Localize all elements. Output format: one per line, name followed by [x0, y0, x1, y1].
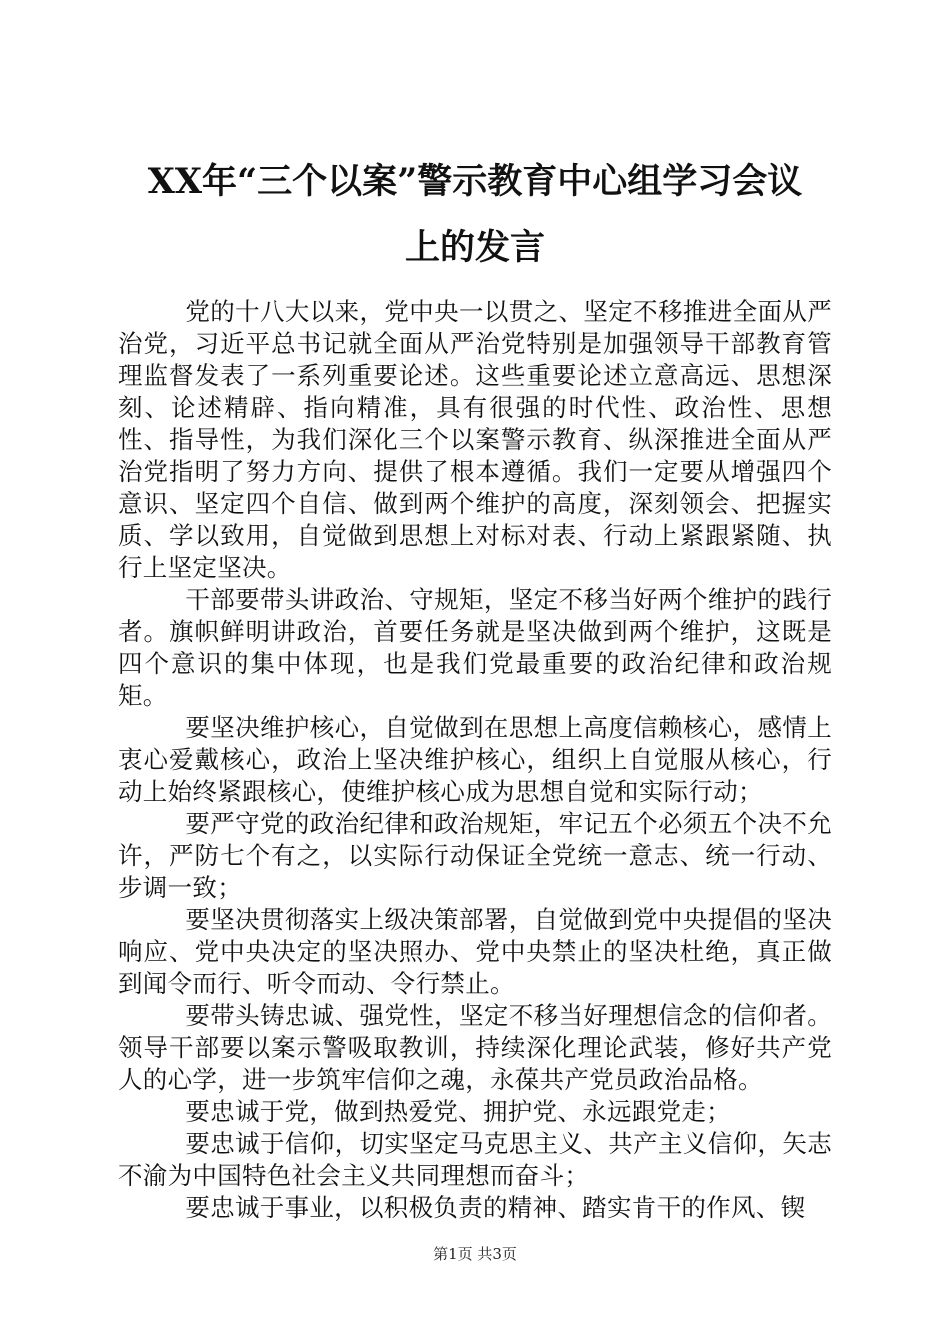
paragraph: 要忠诚于信仰，切实坚定马克思主义、共产主义信仰，矢志不渝为中国特色社会主义共同理想而奋斗；	[118, 1129, 832, 1190]
paragraph: 要坚决维护核心，自觉做到在思想上高度信赖核心，感情上衷心爱戴核心，政治上坚决维护核心，组织上自觉服从核心，行动上始终紧跟核心，使维护核心成为思想自觉和实际行动；	[118, 713, 832, 806]
paragraph: 要严守党的政治纪律和政治规矩，牢记五个必须五个决不允许，严防七个有之，以实际行动保证全党统一意志、统一行动、步调一致；	[118, 809, 832, 902]
paragraph: 党的十八大以来，党中央一以贯之、坚定不移推进全面从严治党，习近平总书记就全面从严治党特别是加强领导干部教育管理监督发表了一系列重要论述。这些重要论述立意高远、思想深刻、论述精辟、指向精准，具有很强的时代性、政治性、思想性、指导性，为我们深化三个以案警示教育、纵深推进全面从严治党指明了努力方向、提供了根本遵循。我们一定要从增强四个意识、坚定四个自信、做到两个维护的高度，深刻领会、把握实质、学以致用，自觉做到思想上对标对表、行动上紧跟紧随、执行上坚定坚决。	[118, 297, 832, 582]
paragraph: 要坚决贯彻落实上级决策部署，自觉做到党中央提倡的坚决响应、党中央决定的坚决照办、党中央禁止的坚决杜绝，真正做到闻令而行、听令而动、令行禁止。	[118, 905, 832, 998]
document-title-line-2: 上的发言	[404, 227, 545, 268]
document-title-line-1: XX年“三个以案”警示教育中心组学习会议	[147, 161, 803, 202]
paragraph: 要忠诚于党，做到热爱党、拥护党、永远跟党走；	[185, 1097, 731, 1126]
paragraph: 干部要带头讲政治、守规矩，坚定不移当好两个维护的践行者。旗帜鲜明讲政治，首要任务就是坚决做到两个维护，这既是四个意识的集中体现，也是我们党最重要的政治纪律和政治规矩。	[118, 585, 832, 710]
paragraph: 要忠诚于事业，以积极负责的精神、踏实肯干的作风、锲	[185, 1193, 806, 1222]
paragraph: 要带头铸忠诚、强党性，坚定不移当好理想信念的信仰者。领导干部要以案示警吸取教训，持续深化理论武装，修好共产党人的心学，进一步筑牢信仰之魂，永葆共产党员政治品格。	[118, 1001, 832, 1094]
page-footer: 第1页 共3页	[433, 1245, 517, 1263]
document-body	[118, 296, 832, 1224]
